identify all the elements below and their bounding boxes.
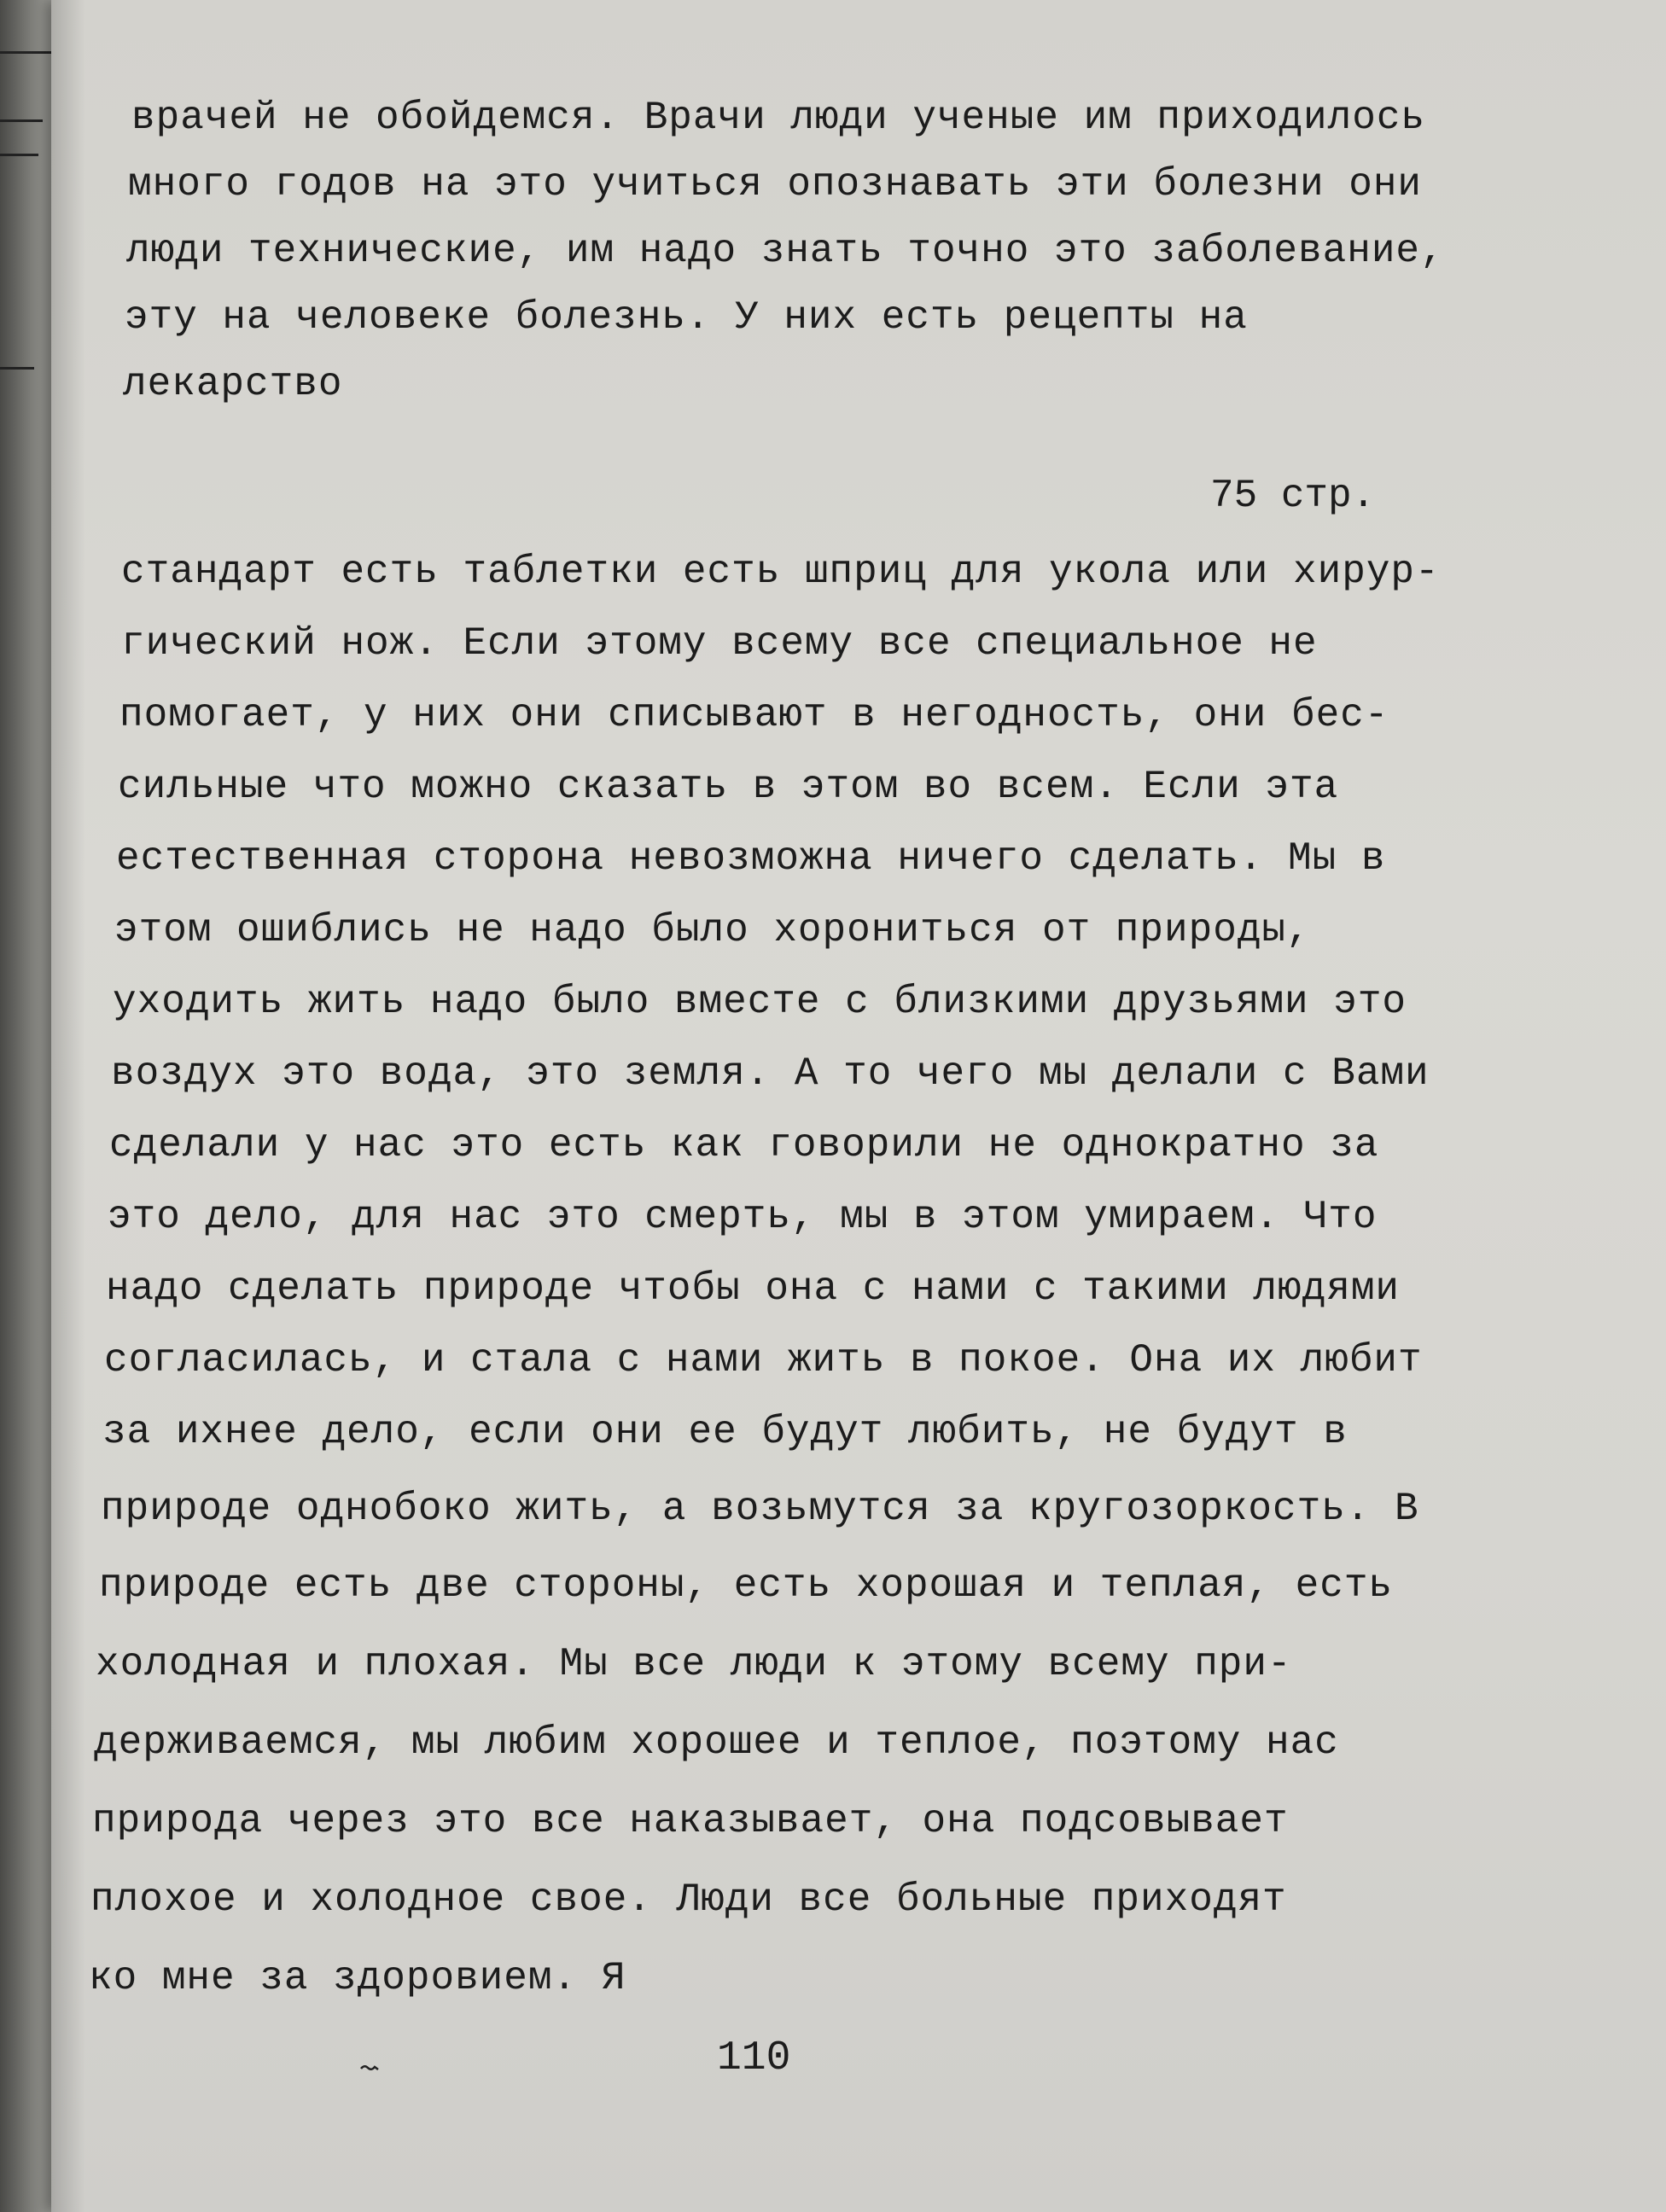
text-line: сделали у нас это есть как говорили не однократно за bbox=[109, 1123, 1379, 1167]
text-line: эту на человеке болезнь. У них есть рецепты на bbox=[125, 295, 1248, 340]
text-line: согласилась, и стала с нами жить в покое. Она их любит bbox=[104, 1338, 1423, 1382]
edge-mark bbox=[0, 51, 51, 54]
edge-mark bbox=[0, 119, 43, 122]
text-line: стандарт есть таблетки есть шприц для укола или хирур- bbox=[121, 550, 1440, 594]
text-line: много годов на это учиться опознавать эти болезни они bbox=[128, 162, 1423, 207]
text-line: держиваемся, мы любим хорошее и теплое, поэтому нас bbox=[94, 1720, 1339, 1765]
text-line: за ихнее дело, если они ее будут любить, не будут в bbox=[102, 1410, 1348, 1454]
text-line: помогает, у них они списывают в негодность, они бес- bbox=[119, 693, 1389, 737]
page-reference: 75 стр. bbox=[1210, 474, 1376, 518]
text-line: сильные что можно сказать в этом во всем. Если эта bbox=[118, 765, 1339, 809]
text-line: плохое и холодное свое. Люди все больные приходят bbox=[90, 1877, 1287, 1922]
text-line: природе есть две стороны, есть хорошая и теплая, есть bbox=[99, 1563, 1394, 1608]
text-line: это дело, для нас это смерть, мы в этом умираем. Что bbox=[108, 1195, 1378, 1239]
text-line: воздух это вода, это земля. А то чего мы делали с Вами bbox=[111, 1051, 1430, 1096]
document-page bbox=[51, 0, 1666, 2212]
edge-mark bbox=[0, 367, 34, 370]
text-line: гический нож. Если этому всему все специальное не bbox=[121, 621, 1318, 666]
page-number: 110 bbox=[717, 2035, 791, 2081]
text-line: этом ошиблись не надо было хорониться от природы, bbox=[114, 908, 1311, 952]
text-line: ко мне за здоровием. Я bbox=[89, 1956, 626, 2000]
text-line: лекарство bbox=[123, 362, 343, 406]
text-line: холодная и плохая. Мы все люди к этому всему при- bbox=[96, 1642, 1292, 1686]
text-line: естественная сторона невозможна ничего сделать. Мы в bbox=[116, 836, 1386, 881]
ink-mark bbox=[360, 2064, 379, 2072]
text-line: надо сделать природе чтобы она с нами с такими людями bbox=[106, 1266, 1401, 1311]
edge-mark bbox=[0, 154, 38, 156]
text-line: природа через это все наказывает, она подсовывает bbox=[92, 1799, 1289, 1843]
text-line: врачей не обойдемся. Врачи люди ученые им приходилось bbox=[131, 96, 1426, 140]
text-line: уходить жить надо было вместе с близкими друзьями это bbox=[113, 980, 1407, 1024]
text-line: природе однобоко жить, а возьмутся за кругозоркость. В bbox=[101, 1487, 1419, 1531]
text-line: люди технические, им надо знать точно это заболевание, bbox=[126, 229, 1445, 273]
